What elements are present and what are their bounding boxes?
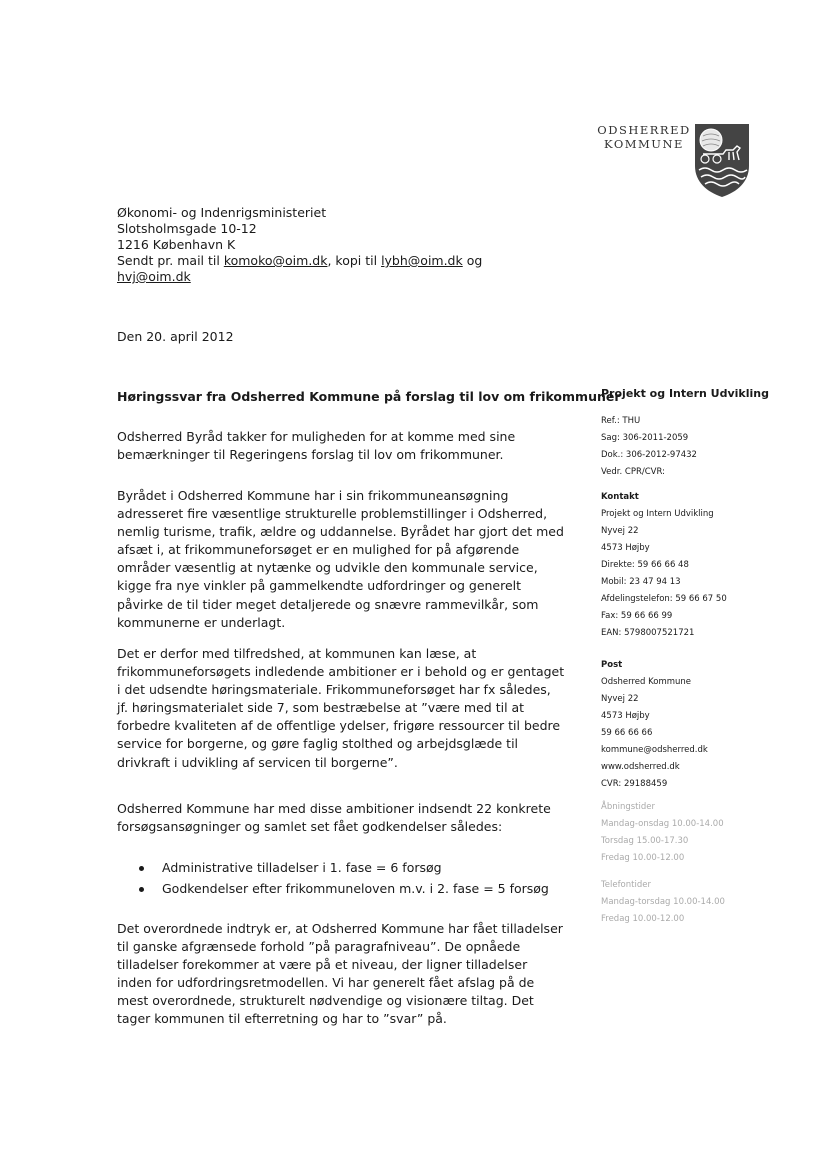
approval-bullet-list: [117, 859, 565, 901]
recipient-address: [117, 205, 482, 285]
phone-hours-line: Mandag-torsdag 10.00-14.00: [601, 897, 725, 907]
cpr-cvr-line: Vedr. CPR/CVR:: [601, 467, 665, 477]
email-link-hvj[interactable]: hvj@oim.dk: [117, 269, 191, 284]
body-paragraph-1: Odsherred Byråd takker for muligheden for at komme med sine bemærkninger til Regeringens forslag til lov om frikommuner.: [117, 429, 516, 463]
contact-heading: Kontakt: [601, 492, 639, 502]
post-line: Nyvej 22: [601, 694, 639, 704]
contact-line: Direkte: 59 66 66 48: [601, 560, 689, 570]
post-block: [601, 657, 708, 793]
email-link-komoko[interactable]: komoko@oim.dk: [223, 253, 328, 268]
body-paragraph-4: Odsherred Kommune har med disse ambitioner indsendt 22 konkrete forsøgsansøgninger og samlet set fået godkendelser således:: [117, 801, 551, 835]
department-title: Projekt og Intern Udvikling: [601, 387, 769, 400]
opening-hours-line: Mandag-onsdag 10.00-14.00: [601, 819, 724, 829]
post-heading: Post: [601, 660, 623, 670]
opening-hours-heading: Åbningstider: [601, 802, 655, 812]
phone-hours-block: [601, 877, 725, 928]
phone-hours-heading: Telefontider: [601, 880, 651, 890]
odsherred-coat-of-arms-icon: [693, 122, 751, 198]
post-line: 4573 Højby: [601, 711, 650, 721]
recipient-line-2: Slotsholmsgade 10-12: [117, 221, 257, 236]
mail-suffix: og: [462, 253, 483, 268]
municipality-logo-text: [596, 123, 692, 151]
body-paragraph-2: Byrådet i Odsherred Kommune har i sin frikommuneansøgning adresseret fire væsentlige strukturelle problemstillinger i Odsherred, nemlig turisme, trafik, ældre og uddannelse. Byrådet har gjort det med afsæt i, at frikommuneforsøget er en mulighed for på afgørende områder væsentlig at nytænke og udvikle den kommunale service, kigge fra nye vinkler på gammelkendte udfordringer og generelt påvirke de til tider meget detaljerede og snævre rammevilkår, som kommunerne er underlagt.: [117, 488, 564, 630]
opening-hours-block: [601, 799, 724, 867]
post-email[interactable]: kommune@odsherred.dk: [601, 745, 708, 755]
mail-mid: , kopi til: [327, 253, 382, 268]
bullet-icon: [139, 866, 144, 871]
body-paragraph-3: Det er derfor med tilfredshed, at kommunen kan læse, at frikommuneforsøgets indledende ambitioner er i behold og er gentaget i det udsendte høringsmateriale. Frikommuneforsøget har fx således, jf. høringsmaterialet side 7, som bestræbelse at ”være med til at forbedre kvaliteten af de offentlige ydelser, frigøre ressourcer til bedre service for borgerne, og gøre faglig stolthed og arbejdsglæde til drivkraft i udvikling af servicen til borgerne”.: [117, 646, 565, 770]
reference-block: [601, 413, 697, 481]
body-paragraph-5: Det overordnede indtryk er, at Odsherred Kommune har fået tilladelser til ganske afgrænsede forhold ”på paragrafniveau”. De opnåede tilladelser forekommer at være på et niveau, der ligner tilladelser inden for udfordringsretmodellen. Vi har generelt fået afslag på de mest overordnede, strukturelt nødvendige og visionære tiltag. Det tager kommunen til efterretning og har to ”svar” på.: [117, 921, 563, 1027]
email-link-lybh[interactable]: lybh@oim.dk: [381, 253, 463, 268]
contact-line: Projekt og Intern Udvikling: [601, 509, 714, 519]
mail-prefix: Sendt pr. mail til: [117, 253, 224, 268]
logo-line-2: KOMMUNE: [604, 137, 684, 151]
list-item: [117, 880, 565, 901]
opening-hours-line: Fredag 10.00-12.00: [601, 853, 685, 863]
opening-hours-line: Torsdag 15.00-17.30: [601, 836, 689, 846]
bullet-text-2: Godkendelser efter frikommuneloven m.v. i 2. fase = 5 forsøg: [162, 881, 549, 896]
contact-block: [601, 489, 727, 642]
phone-hours-line: Fredag 10.00-12.00: [601, 914, 685, 924]
contact-line: Mobil: 23 47 94 13: [601, 577, 681, 587]
bullet-text-1: Administrative tilladelser i 1. fase = 6 forsøg: [162, 860, 442, 875]
post-website[interactable]: www.odsherred.dk: [601, 762, 680, 772]
recipient-line-1: Økonomi- og Indenrigsministeriet: [117, 205, 327, 220]
contact-line: 4573 Højby: [601, 543, 650, 553]
case-line: Sag: 306-2011-2059: [601, 433, 689, 443]
doc-line: Dok.: 306-2012-97432: [601, 450, 697, 460]
letter-date: Den 20. april 2012: [117, 329, 234, 344]
contact-line: Nyvej 22: [601, 526, 639, 536]
bullet-icon: [139, 887, 144, 892]
ref-line: Ref.: THU: [601, 416, 641, 426]
recipient-line-3: 1216 København K: [117, 237, 236, 252]
post-line: CVR: 29188459: [601, 779, 668, 789]
contact-line: EAN: 5798007521721: [601, 628, 695, 638]
recipient-mail-line: [117, 253, 482, 269]
list-item: [117, 859, 565, 880]
post-line: 59 66 66 66: [601, 728, 653, 738]
letter-subject: Høringssvar fra Odsherred Kommune på forslag til lov om frikommuner: [117, 389, 621, 404]
logo-line-1: ODSHERRED: [597, 123, 691, 137]
contact-line: Afdelingstelefon: 59 66 67 50: [601, 594, 727, 604]
contact-line: Fax: 59 66 66 99: [601, 611, 673, 621]
post-line: Odsherred Kommune: [601, 677, 692, 687]
